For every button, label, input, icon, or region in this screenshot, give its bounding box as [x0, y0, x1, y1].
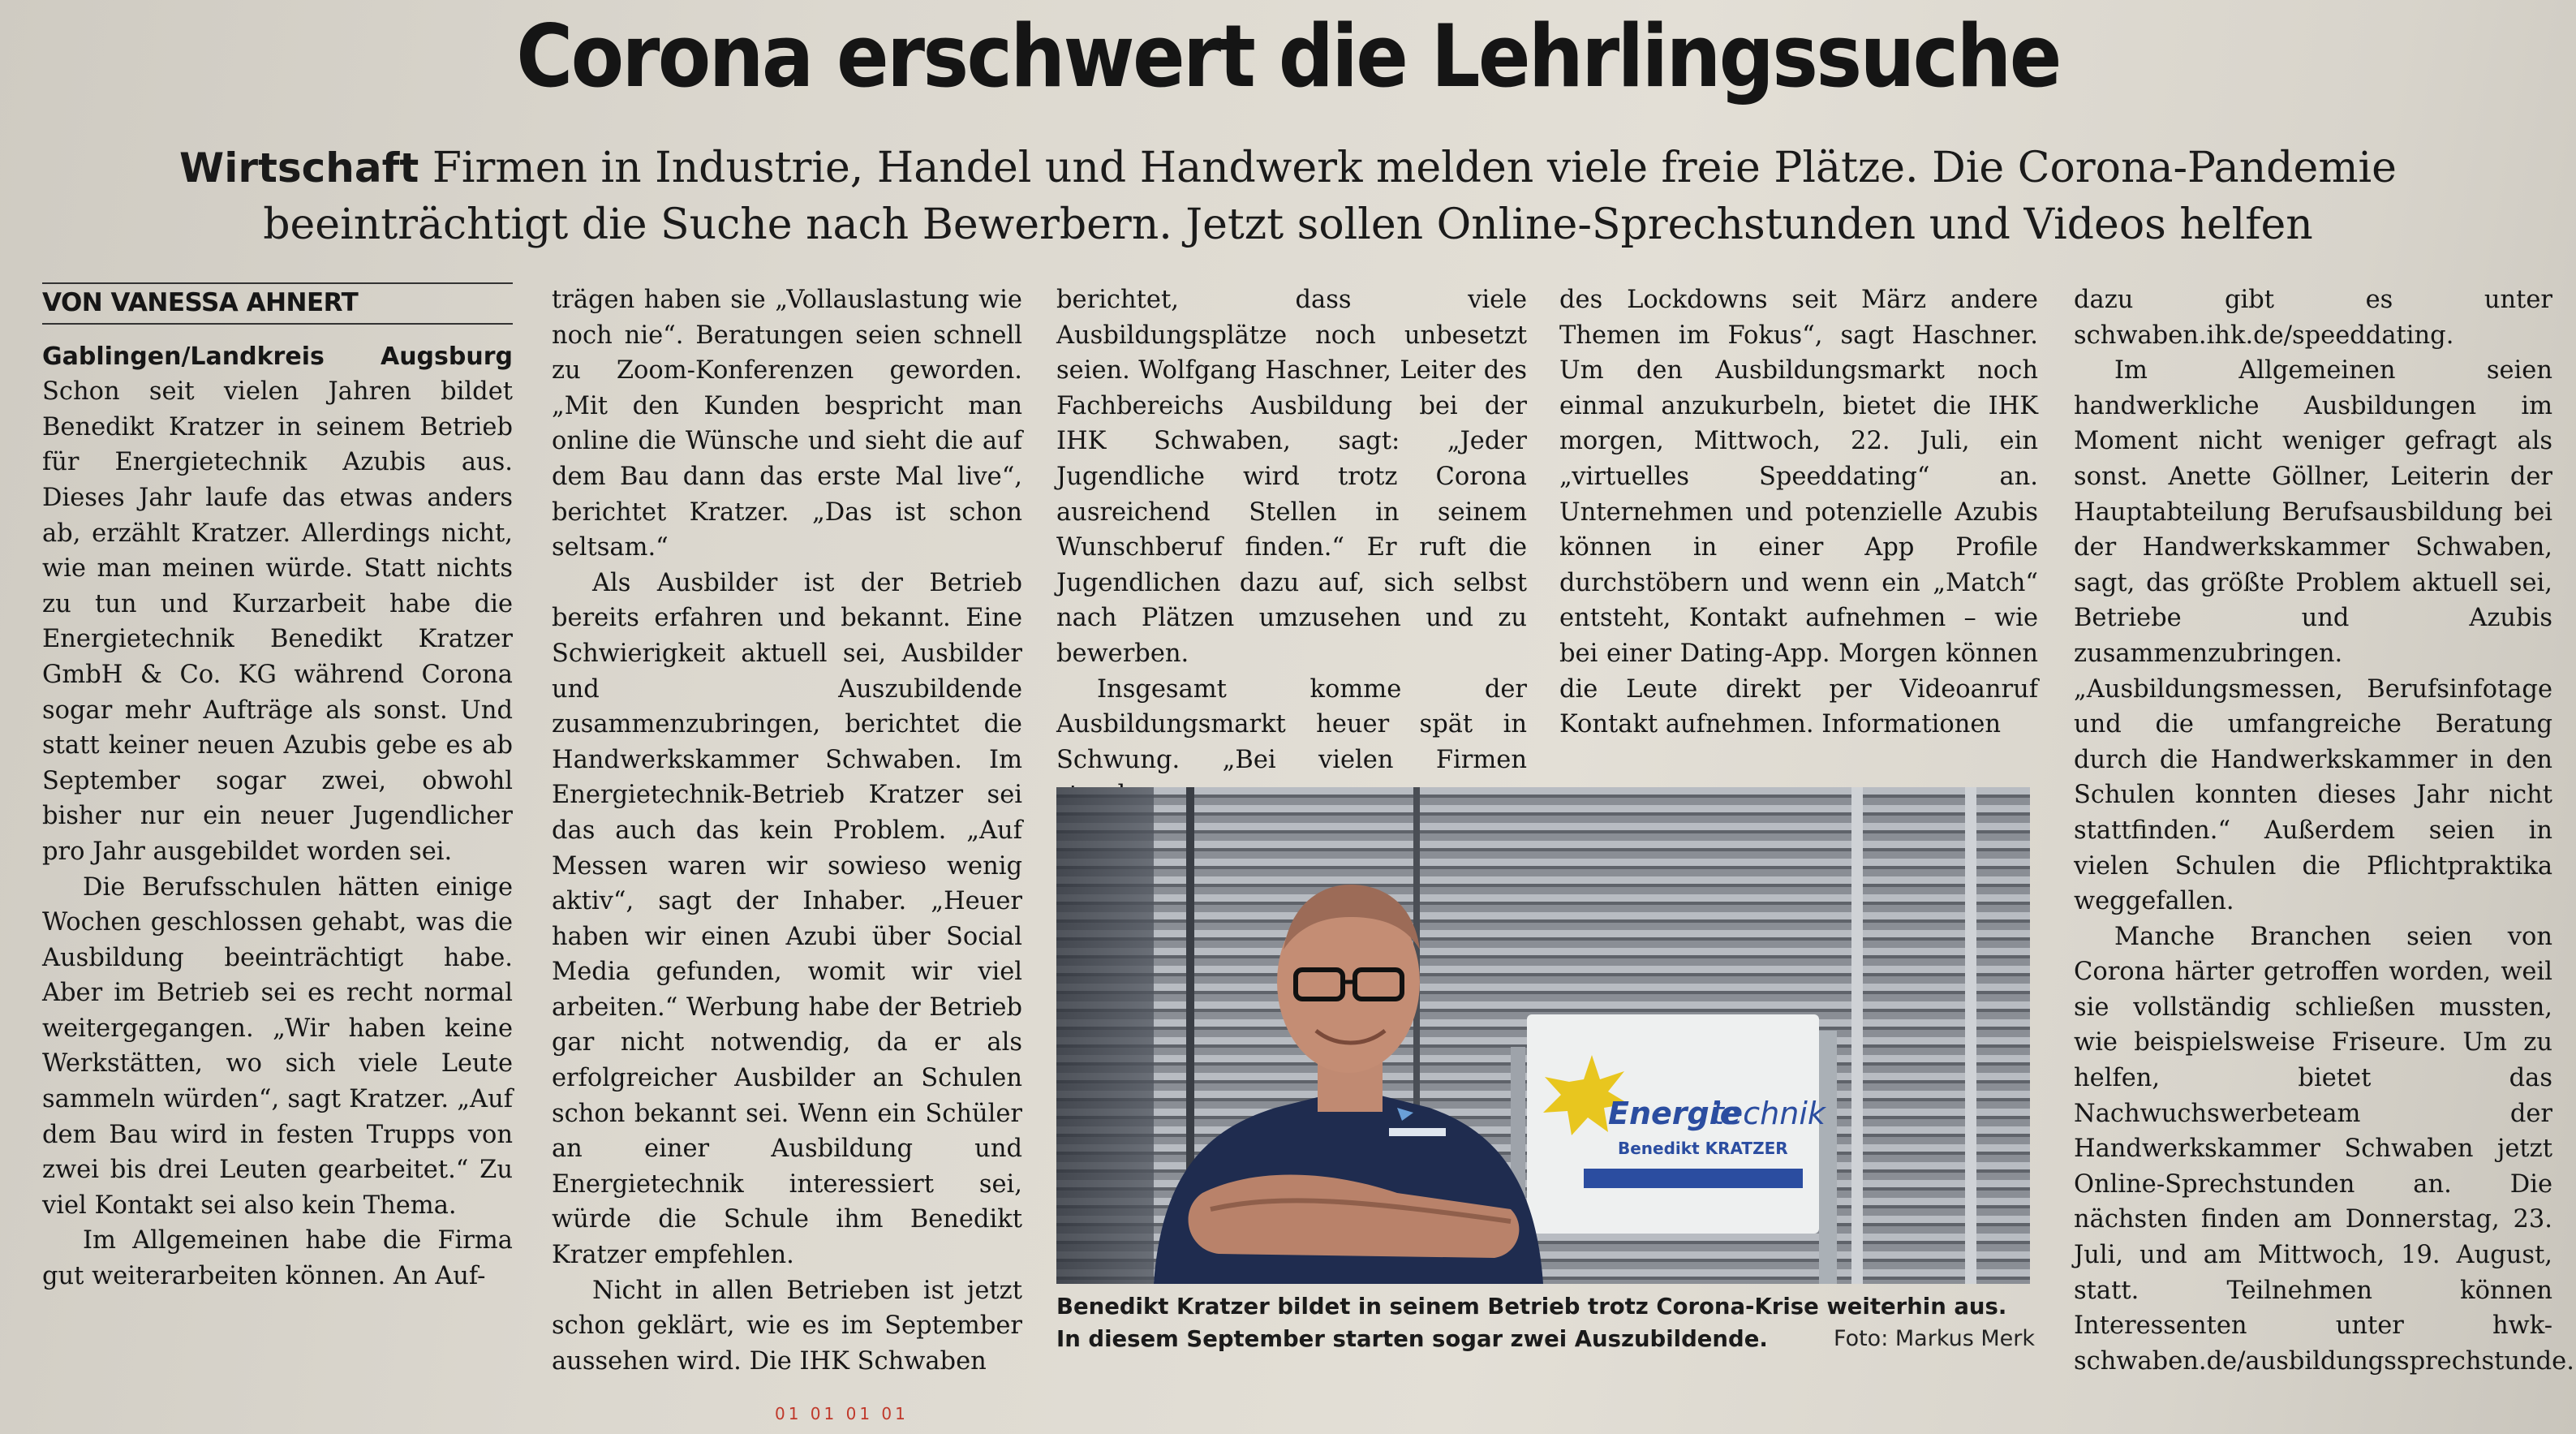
- print-marks: 01 01 01 01: [775, 1404, 909, 1423]
- paragraph: berichtet, dass viele Ausbildungsplätze noch unbesetzt seien. Wolfgang Haschner, Leiter des Fachbereichs Ausbildung bei der IHK Schwaben, sagt: „Jeder Jugendliche wird trotz Corona ausreichend Stellen in seinem Wunschberuf finden.“ Er ruft die Jugendlichen dazu auf, sich selbst nach Plätzen umzusehen und zu bewerben.: [1056, 286, 1527, 668]
- photo-illustration: [1056, 787, 2030, 1284]
- article-photo: [1056, 787, 2030, 1284]
- dateline-region: Augsburg: [380, 342, 513, 371]
- byline: VON VANESSA AHNERT: [42, 282, 513, 325]
- deck-line-1: Firmen in Industrie, Handel und Handwerk melden viele freie Plätze. Die Corona-Pandemie: [432, 144, 2397, 192]
- column-5: [2074, 282, 2574, 1379]
- paragraph: Im Allgemeinen habe die Firma gut weiterarbeiten können. An Auf-: [42, 1226, 513, 1291]
- photo-caption: Benedikt Kratzer bildet in seinem Betrieb trotz Corona-Krise weiterhin aus. In diesem September starten sogar zwei Auszubildende.: [1056, 1294, 2007, 1352]
- paragraph: Nicht in allen Betrieben ist jetzt schon geklärt, wie es im September aussehen wird. Die IHK Schwaben: [552, 1276, 1022, 1376]
- paragraph: Im Allgemeinen seien handwerkliche Ausbildungen im Moment nicht weniger gefragt als sonst. Anette Göllner, Leiterin der Hauptabteilung Berufsausbildung bei der Handwerkskammer Schwaben, sagt, das größte Problem aktuell sei, Betriebe und Azubis zusammenzubringen. „Ausbildungsmessen, Berufsinfotage und die umfangreiche Beratung durch die Handwerkskammer in den Schulen konnten dieses Jahr nicht stattfinden.“ Außerdem seien in vielen Schulen die Pflichtpraktika weggefallen.: [2074, 356, 2552, 916]
- paragraph: des Lockdowns seit März andere Themen im Fokus“, sagt Haschner. Um den Ausbildungsmarkt noch einmal anzukurbeln, bietet die IHK morgen, Mittwoch, 22. Juli, ein „virtuelles Speeddating“ an. Unternehmen und potenzielle Azubis können in einer App Profile durchstöbern und wenn ein „Match“ entsteht, Kontakt aufnehmen – wie bei einer Dating-App. Morgen können die Leute direkt per Videoanruf Kontakt aufnehmen. Informationen: [1559, 286, 2038, 739]
- deck-kicker: Wirtschaft: [179, 144, 419, 192]
- sign-text-1: Energie: [1608, 1096, 1741, 1131]
- paragraph: Schon seit vielen Jahren bildet Benedikt Kratzer in seinem Betrieb für Energietechnik Azubis aus. Dieses Jahr laufe das etwas anders ab, erzählt Kratzer. Allerdings nicht, wie man meinen würde. Statt nichts zu tun und Kurzarbeit habe die Energietechnik Benedikt Kratzer GmbH & Co. KG während Corona sogar mehr Aufträge als sonst. Und statt keiner neuen Azubis gebe es ab September sogar zwei, obwohl bisher nur ein neuer Jugendlicher pro Jahr ausgebildet worden sei.: [42, 377, 513, 866]
- column-2: [552, 282, 1022, 1379]
- paragraph: Manche Branchen seien von Corona härter getroffen worden, weil sie vollständig schließen mussten, wie beispielsweise Friseure. Um zu helfen, bietet das Nachwuchswerbeteam der Handwerkskammer Schwaben jetzt Online-Sprechstunden an. Die nächsten finden am Donnerstag, 23. Juli, und am Mittwoch, 19. August, statt. Teilnehmen können Interessenten unter hwk-schwaben.de/ausbildungssprechstunde.: [2074, 922, 2574, 1376]
- paragraph: Als Ausbilder ist der Betrieb bereits erfahren und bekannt. Eine Schwierigkeit aktuell sei, Ausbilder und Auszubildende zusammenzubringen, berichtet die Handwerkskammer Schwaben. Im Energietechnik-Betrieb Kratzer sei das auch das kein Problem. „Auf Messen waren wir sowieso wenig aktiv“, sagt der Inhaber. „Heuer haben wir einen Azubi über Social Media gefunden, womit wir viel arbeiten.“ Werbung habe der Betrieb gar nicht notwendig, da er als erfolgreicher Ausbilder an Schulen schon bekannt sei. Wenn ein Schüler an einer Ausbildung und Energietechnik interessiert sei, würde die Schule ihm Benedikt Kratzer empfehlen.: [552, 568, 1022, 1270]
- photo-credit: Foto: Markus Merk: [1834, 1326, 2036, 1351]
- deck: [146, 140, 2430, 253]
- sign-text-2: technik: [1712, 1096, 1826, 1131]
- headline: Corona erschwert die Lehrlingssuche: [516, 6, 2060, 106]
- column-4: [1559, 282, 2038, 743]
- paragraph: trägen haben sie „Vollauslastung wie noch nie“. Beratungen seien schnell zu Zoom-Konferenzen geworden. „Mit den Kunden bespricht man online die Wünsche und sieht die auf dem Bau dann das erste Mal live“, berichtet Kratzer. „Das ist schon seltsam.“: [552, 286, 1022, 562]
- paragraph: Insgesamt komme der Ausbildungsmarkt heuer spät in Schwung. „Bei vielen Firmen: [1056, 674, 1527, 774]
- column-3: [1056, 282, 1527, 813]
- dateline: [42, 339, 513, 375]
- paragraph: dazu gibt es unter schwaben.ihk.de/speeddating.: [2074, 286, 2552, 350]
- company-sign: [1527, 1014, 1827, 1234]
- sign-text-3: Benedikt KRATZER: [1618, 1139, 1788, 1158]
- column-1: [42, 282, 513, 1294]
- paragraph: Die Berufsschulen hätten einige Wochen geschlossen gehabt, was die Ausbildung beeinträchtigt habe. Aber im Betrieb sei es recht normal weitergegangen. „Wir haben keine Werkstätten, wo sich viele Leute sammeln würden“, sagt Kratzer. „Auf dem Bau wird in festen Trupps von zwei bis drei Leuten gearbeitet.“ Zu viel Kontakt sei also kein Thema.: [42, 872, 513, 1220]
- dateline-place: Gablingen/Landkreis: [42, 342, 325, 371]
- deck-line-2: beeinträchtigt die Suche nach Bewerbern. Jetzt sollen Online-Sprechstunden und Videos helfen: [263, 200, 2313, 249]
